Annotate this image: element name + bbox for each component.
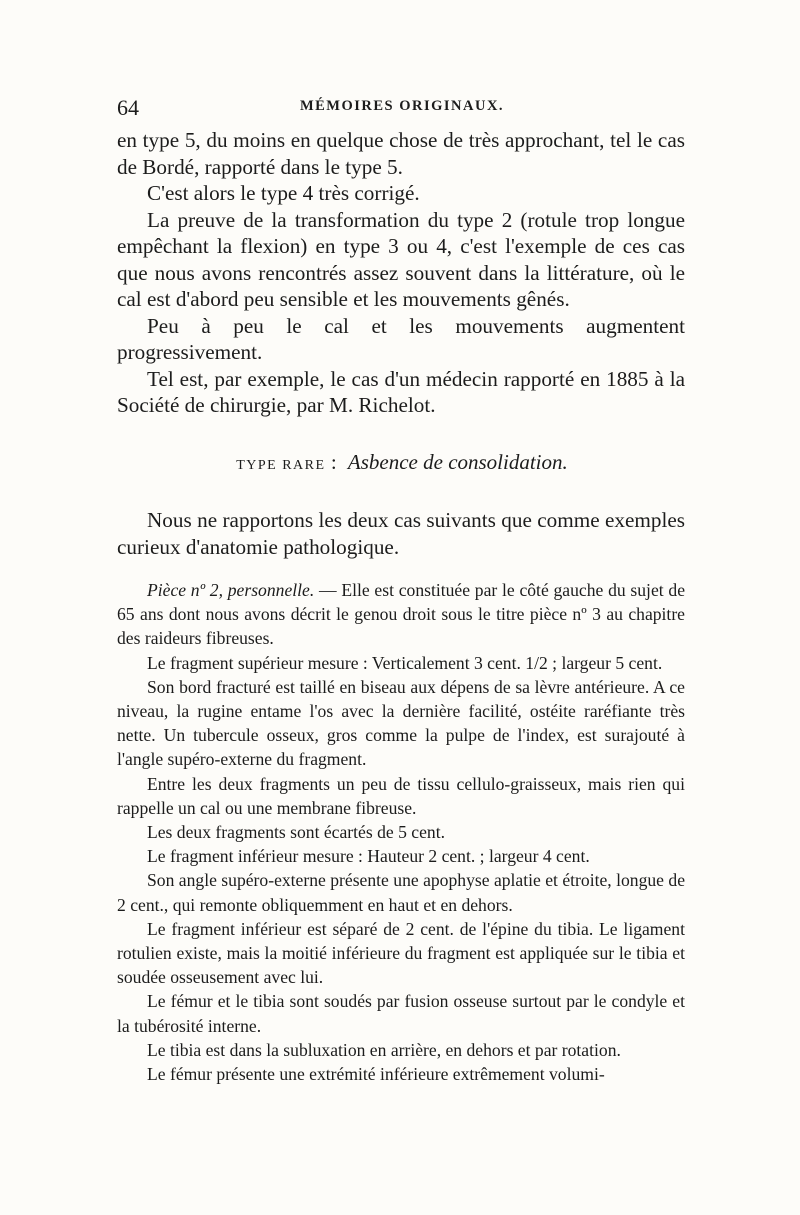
paragraph: Les deux fragments sont écartés de 5 cent.	[147, 822, 446, 843]
section-label: TYPE RARE	[236, 458, 326, 473]
paragraph: Le fémur présente une extrémité inférieure extrêmement volumi-	[147, 1064, 605, 1085]
paragraph: Le fragment inférieur est séparé de 2 cent. de l'épine du tibia. Le ligament rotulien existe, mais la moitié inférieure du fragment est appliquée sur le tibia et soudée osseusement avec lui.	[117, 918, 685, 988]
intro-text	[117, 507, 685, 560]
paragraph: en type 5, du moins en quelque chose de très approchant, tel le cas de Bordé, rapporté dans le type 5.	[117, 128, 685, 179]
paragraph: Le fragment inférieur mesure : Hauteur 2 cent. ; largeur 4 cent.	[147, 846, 590, 867]
paragraph: Le tibia est dans la subluxation en arrière, en dehors et par rotation.	[147, 1039, 621, 1060]
paragraph: La preuve de la transformation du type 2 (rotule trop longue empêchant la flexion) en type 3 ou 4, c'est l'exemple de ces cas que nous avons rencontrés assez souvent dans la littérature, où le cal est d'abord peu sensible et les mouvements gênés.	[117, 207, 685, 311]
paragraph: Le fémur et le tibia sont soudés par fusion osseuse surtout par le condyle et la tubérosité interne.	[117, 991, 685, 1036]
paragraph: C'est alors le type 4 très corrigé.	[147, 181, 420, 205]
page-number: 64	[117, 95, 139, 120]
paragraph: Entre les deux fragments un peu de tissu cellulo-graisseux, mais rien qui rappelle un cal ou une membrane fibreuse.	[117, 773, 685, 818]
case-description	[117, 578, 685, 1086]
paragraph: Son angle supéro-externe présente une apophyse aplatie et étroite, longue de 2 cent., qui remonte obliquemment en haut et en dehors.	[117, 870, 685, 915]
body-text-top	[117, 127, 685, 419]
paragraph: Nous ne rapportons les deux cas suivants que comme exemples curieux d'anatomie pathologique.	[117, 508, 685, 559]
paragraph: Le fragment supérieur mesure : Verticalement 3 cent. 1/2 ; largeur 5 cent.	[147, 652, 663, 673]
paragraph: Son bord fracturé est taillé en biseau aux dépens de sa lèvre antérieure. A ce niveau, la rugine entame l'os avec la dernière facilité, ostéite raréfiante très nette. Un tubercule osseux, gros comme la pulpe de l'index, est surajouté à l'angle supéro-externe du fragment.	[117, 676, 685, 770]
section-colon: :	[330, 450, 337, 474]
section-heading	[117, 450, 687, 475]
paragraph: Tel est, par exemple, le cas d'un médecin rapporté en 1885 à la Société de chirurgie, par M. Richelot.	[117, 366, 685, 417]
paragraph: Peu à peu le cal et les mouvements augmentent progressivement.	[117, 313, 685, 364]
running-title: MÉMOIRES ORIGINAUX.	[299, 98, 505, 114]
piece-text: — Elle est constituée par le côté gauche du sujet de 65 ans dont nous avons décrit le genou droit sous le titre pièce nº 3 au chapitre des raideurs fibreuses.	[117, 580, 685, 649]
section-title: Asbence de consolidation.	[347, 450, 568, 474]
piece-label: Pièce nº 2, personnelle.	[147, 580, 315, 600]
page-header	[117, 95, 687, 125]
paragraph	[117, 578, 685, 651]
